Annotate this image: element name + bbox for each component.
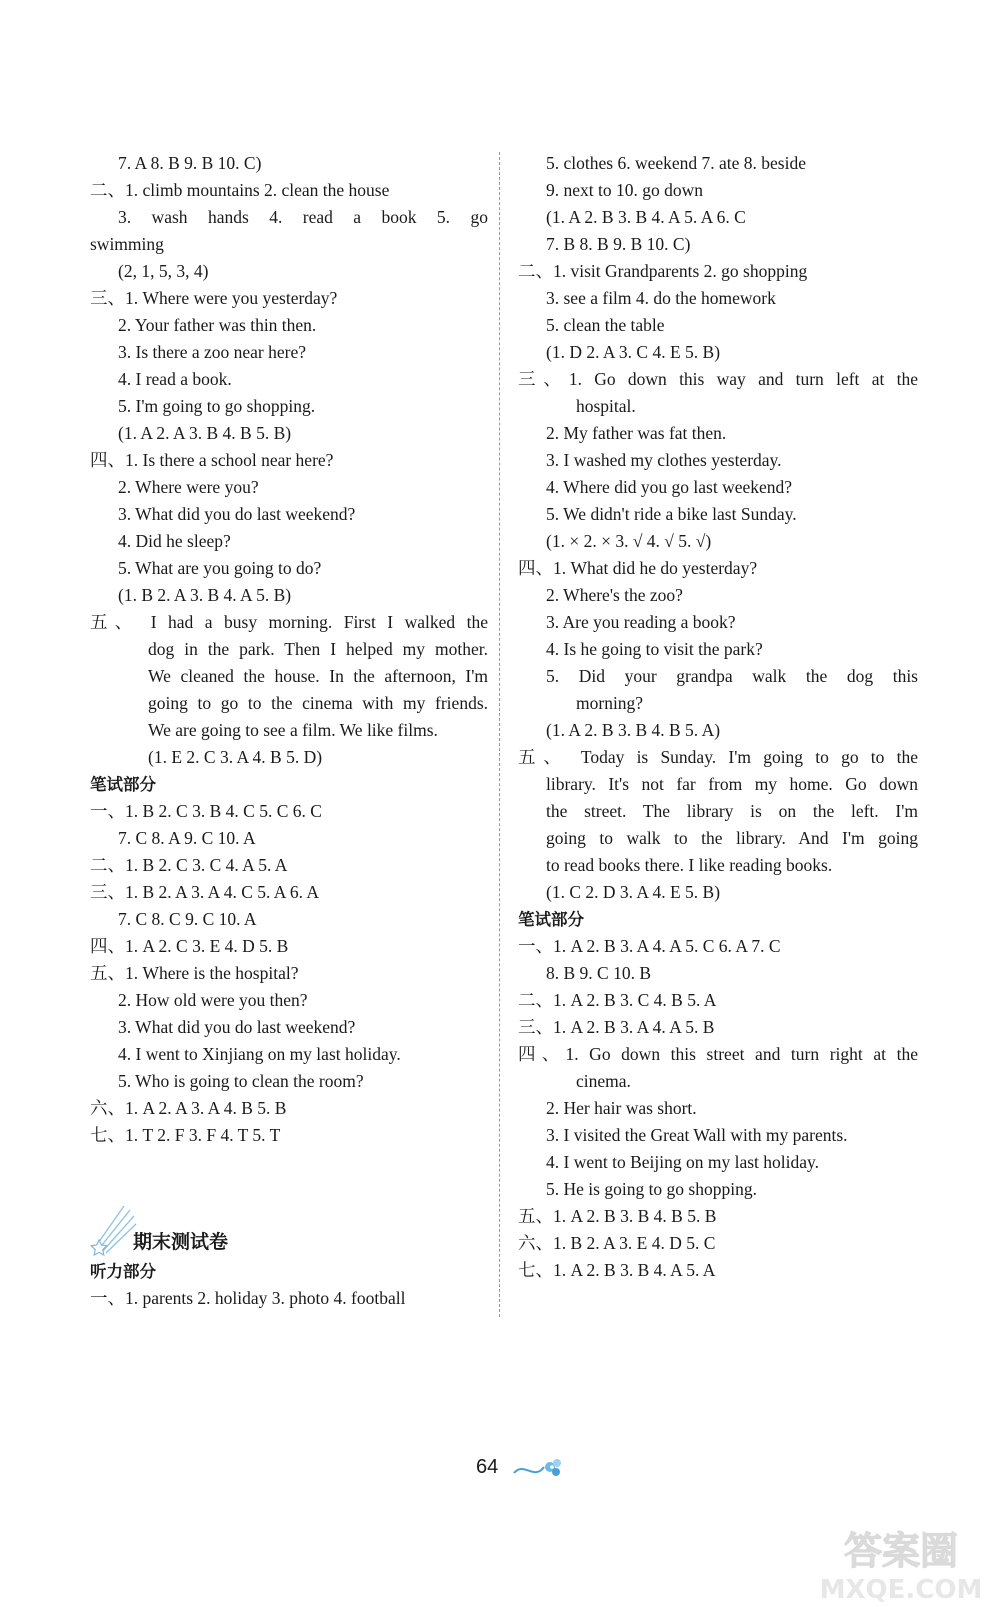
- passage-line: We cleaned the house. In the afternoon, I'm: [148, 666, 488, 686]
- answer-line: hospital.: [576, 396, 636, 416]
- answer-line: 5. clothes 6. weekend 7. ate 8. beside: [546, 153, 806, 173]
- column-divider: [499, 152, 500, 1317]
- answer-line: (1. A 2. A 3. B 4. B 5. B): [118, 423, 292, 443]
- answer-line: 三、1. B 2. A 3. A 4. C 5. A 6. A: [90, 882, 320, 902]
- answer-line: 3. see a film 4. do the homework: [546, 288, 776, 308]
- answer-line: 5. He is going to go shopping.: [546, 1179, 757, 1199]
- answer-line: 3. wash hands 4. read a book 5. go: [118, 207, 488, 227]
- answer-line: 一、1. parents 2. holiday 3. photo 4. football: [90, 1288, 406, 1308]
- watermark-logo: [808, 1520, 994, 1604]
- answer-line: 三、1. A 2. B 3. A 4. A 5. B: [518, 1017, 715, 1037]
- answer-line: 2. How old were you then?: [118, 990, 308, 1010]
- answer-line: 二、1. visit Grandparents 2. go shopping: [518, 261, 808, 281]
- answer-line: (1. × 2. × 3. √ 4. √ 5. √): [546, 531, 712, 551]
- answer-line: 5. We didn't ride a bike last Sunday.: [546, 504, 797, 524]
- answer-line: 二、1. B 2. C 3. C 4. A 5. A: [90, 855, 288, 875]
- answer-line: morning?: [576, 693, 644, 713]
- passage-line: library. It's not far from my home. Go down: [546, 774, 918, 794]
- answer-line: 5. What are you going to do?: [118, 558, 322, 578]
- answer-line: 2. Your father was thin then.: [118, 315, 317, 335]
- answer-line: 7. A 8. B 9. B 10. C): [118, 153, 262, 173]
- answer-line: (1. B 2. A 3. B 4. A 5. B): [118, 585, 292, 605]
- passage-line: dog in the park. Then I helped my mother.: [148, 639, 488, 659]
- answer-line: 4. Is he going to visit the park?: [546, 639, 763, 659]
- answer-line: 二、1. A 2. B 3. C 4. B 5. A: [518, 990, 717, 1010]
- answer-line: 2. Where were you?: [118, 477, 259, 497]
- answer-line: 四、1. Is there a school near here?: [90, 450, 334, 470]
- answer-line: 三、1. Go down this way and turn left at the: [518, 369, 918, 389]
- answer-line: 7. B 8. B 9. B 10. C): [546, 234, 691, 254]
- answer-line: (1. A 2. B 3. B 4. B 5. A): [546, 720, 721, 740]
- watermark-url: MXQE.COM: [819, 1575, 983, 1604]
- passage-line: going to walk to the library. And I'm going: [546, 828, 918, 848]
- page-number: 64: [476, 1456, 499, 1478]
- answer-line: 四、1. A 2. C 3. E 4. D 5. B: [90, 936, 289, 956]
- answer-line: (1. E 2. C 3. A 4. B 5. D): [148, 747, 323, 767]
- answer-line: 8. B 9. C 10. B: [546, 963, 652, 983]
- answer-line: 五、1. A 2. B 3. B 4. B 5. B: [518, 1206, 717, 1226]
- section-heading: 笔试部分: [90, 775, 156, 794]
- answer-line: (1. C 2. D 3. A 4. E 5. B): [546, 882, 721, 902]
- answer-line: (2, 1, 5, 3, 4): [118, 261, 209, 281]
- answer-line: 一、1. A 2. B 3. A 4. A 5. C 6. A 7. C: [518, 936, 781, 956]
- answer-line: 一、1. B 2. C 3. B 4. C 5. C 6. C: [90, 801, 322, 821]
- passage-line: 五、 Today is Sunday. I'm going to go to the: [518, 747, 918, 767]
- final-exam-title: 期末测试卷: [133, 1231, 229, 1253]
- answer-line: 2. Where's the zoo?: [546, 585, 683, 605]
- passage-line: 五、 I had a busy morning. First I walked the: [90, 612, 488, 632]
- answer-line: 5. Did your grandpa walk the dog this: [546, 666, 918, 686]
- answer-line: swimming: [90, 234, 164, 254]
- passage-line: We are going to see a film. We like films.: [148, 720, 438, 740]
- answer-line: 4. I read a book.: [118, 369, 232, 389]
- listening-heading: 听力部分: [90, 1262, 156, 1281]
- answer-line: 3. What did you do last weekend?: [118, 1017, 356, 1037]
- answer-line: 3. What did you do last weekend?: [118, 504, 356, 524]
- answer-line: (1. D 2. A 3. C 4. E 5. B): [546, 342, 721, 362]
- answer-line: 五、1. Where is the hospital?: [90, 963, 299, 983]
- answer-line: 4. Did he sleep?: [118, 531, 231, 551]
- answer-line: 7. C 8. C 9. C 10. A: [118, 909, 257, 929]
- answer-line: 六、1. B 2. A 3. E 4. D 5. C: [518, 1233, 716, 1253]
- answer-line: 3. Are you reading a book?: [546, 612, 736, 632]
- answer-line: 3. I visited the Great Wall with my parents.: [546, 1125, 848, 1145]
- answer-line: 9. next to 10. go down: [546, 180, 704, 200]
- answer-line: 四、1. What did he do yesterday?: [518, 558, 758, 578]
- answer-line: 7. C 8. A 9. C 10. A: [118, 828, 256, 848]
- passage-line: the street. The library is on the left. I'm: [546, 801, 918, 821]
- passage-line: going to go to the cinema with my friends.: [148, 693, 488, 713]
- answer-line: 5. clean the table: [546, 315, 665, 335]
- answer-line: cinema.: [576, 1071, 631, 1091]
- answer-line: 3. I washed my clothes yesterday.: [546, 450, 782, 470]
- answer-line: 二、1. climb mountains 2. clean the house: [90, 180, 390, 200]
- section-heading: 笔试部分: [518, 910, 584, 929]
- answer-line: 4. Where did you go last weekend?: [546, 477, 793, 497]
- answer-line: 2. My father was fat then.: [546, 423, 727, 443]
- answer-line: (1. A 2. B 3. B 4. A 5. A 6. C: [546, 207, 746, 227]
- answer-line: 4. I went to Beijing on my last holiday.: [546, 1152, 820, 1172]
- answer-line: 5. I'm going to go shopping.: [118, 396, 316, 416]
- answer-line: 4. I went to Xinjiang on my last holiday.: [118, 1044, 401, 1064]
- answer-line: 5. Who is going to clean the room?: [118, 1071, 364, 1091]
- answer-line: 三、1. Where were you yesterday?: [90, 288, 338, 308]
- answer-line: 2. Her hair was short.: [546, 1098, 697, 1118]
- passage-line: to read books there. I like reading books.: [546, 855, 833, 875]
- answer-line: 3. Is there a zoo near here?: [118, 342, 307, 362]
- watermark-text: 答案圈: [843, 1529, 959, 1573]
- shooting-star-icon: [90, 1200, 138, 1258]
- answer-line: 六、1. A 2. A 3. A 4. B 5. B: [90, 1098, 287, 1118]
- flower-vine-icon: [512, 1455, 564, 1483]
- answer-line: 四、1. Go down this street and turn right at the: [518, 1044, 918, 1064]
- answer-line: 七、1. T 2. F 3. F 4. T 5. T: [90, 1125, 281, 1145]
- answer-line: 七、1. A 2. B 3. B 4. A 5. A: [518, 1260, 716, 1280]
